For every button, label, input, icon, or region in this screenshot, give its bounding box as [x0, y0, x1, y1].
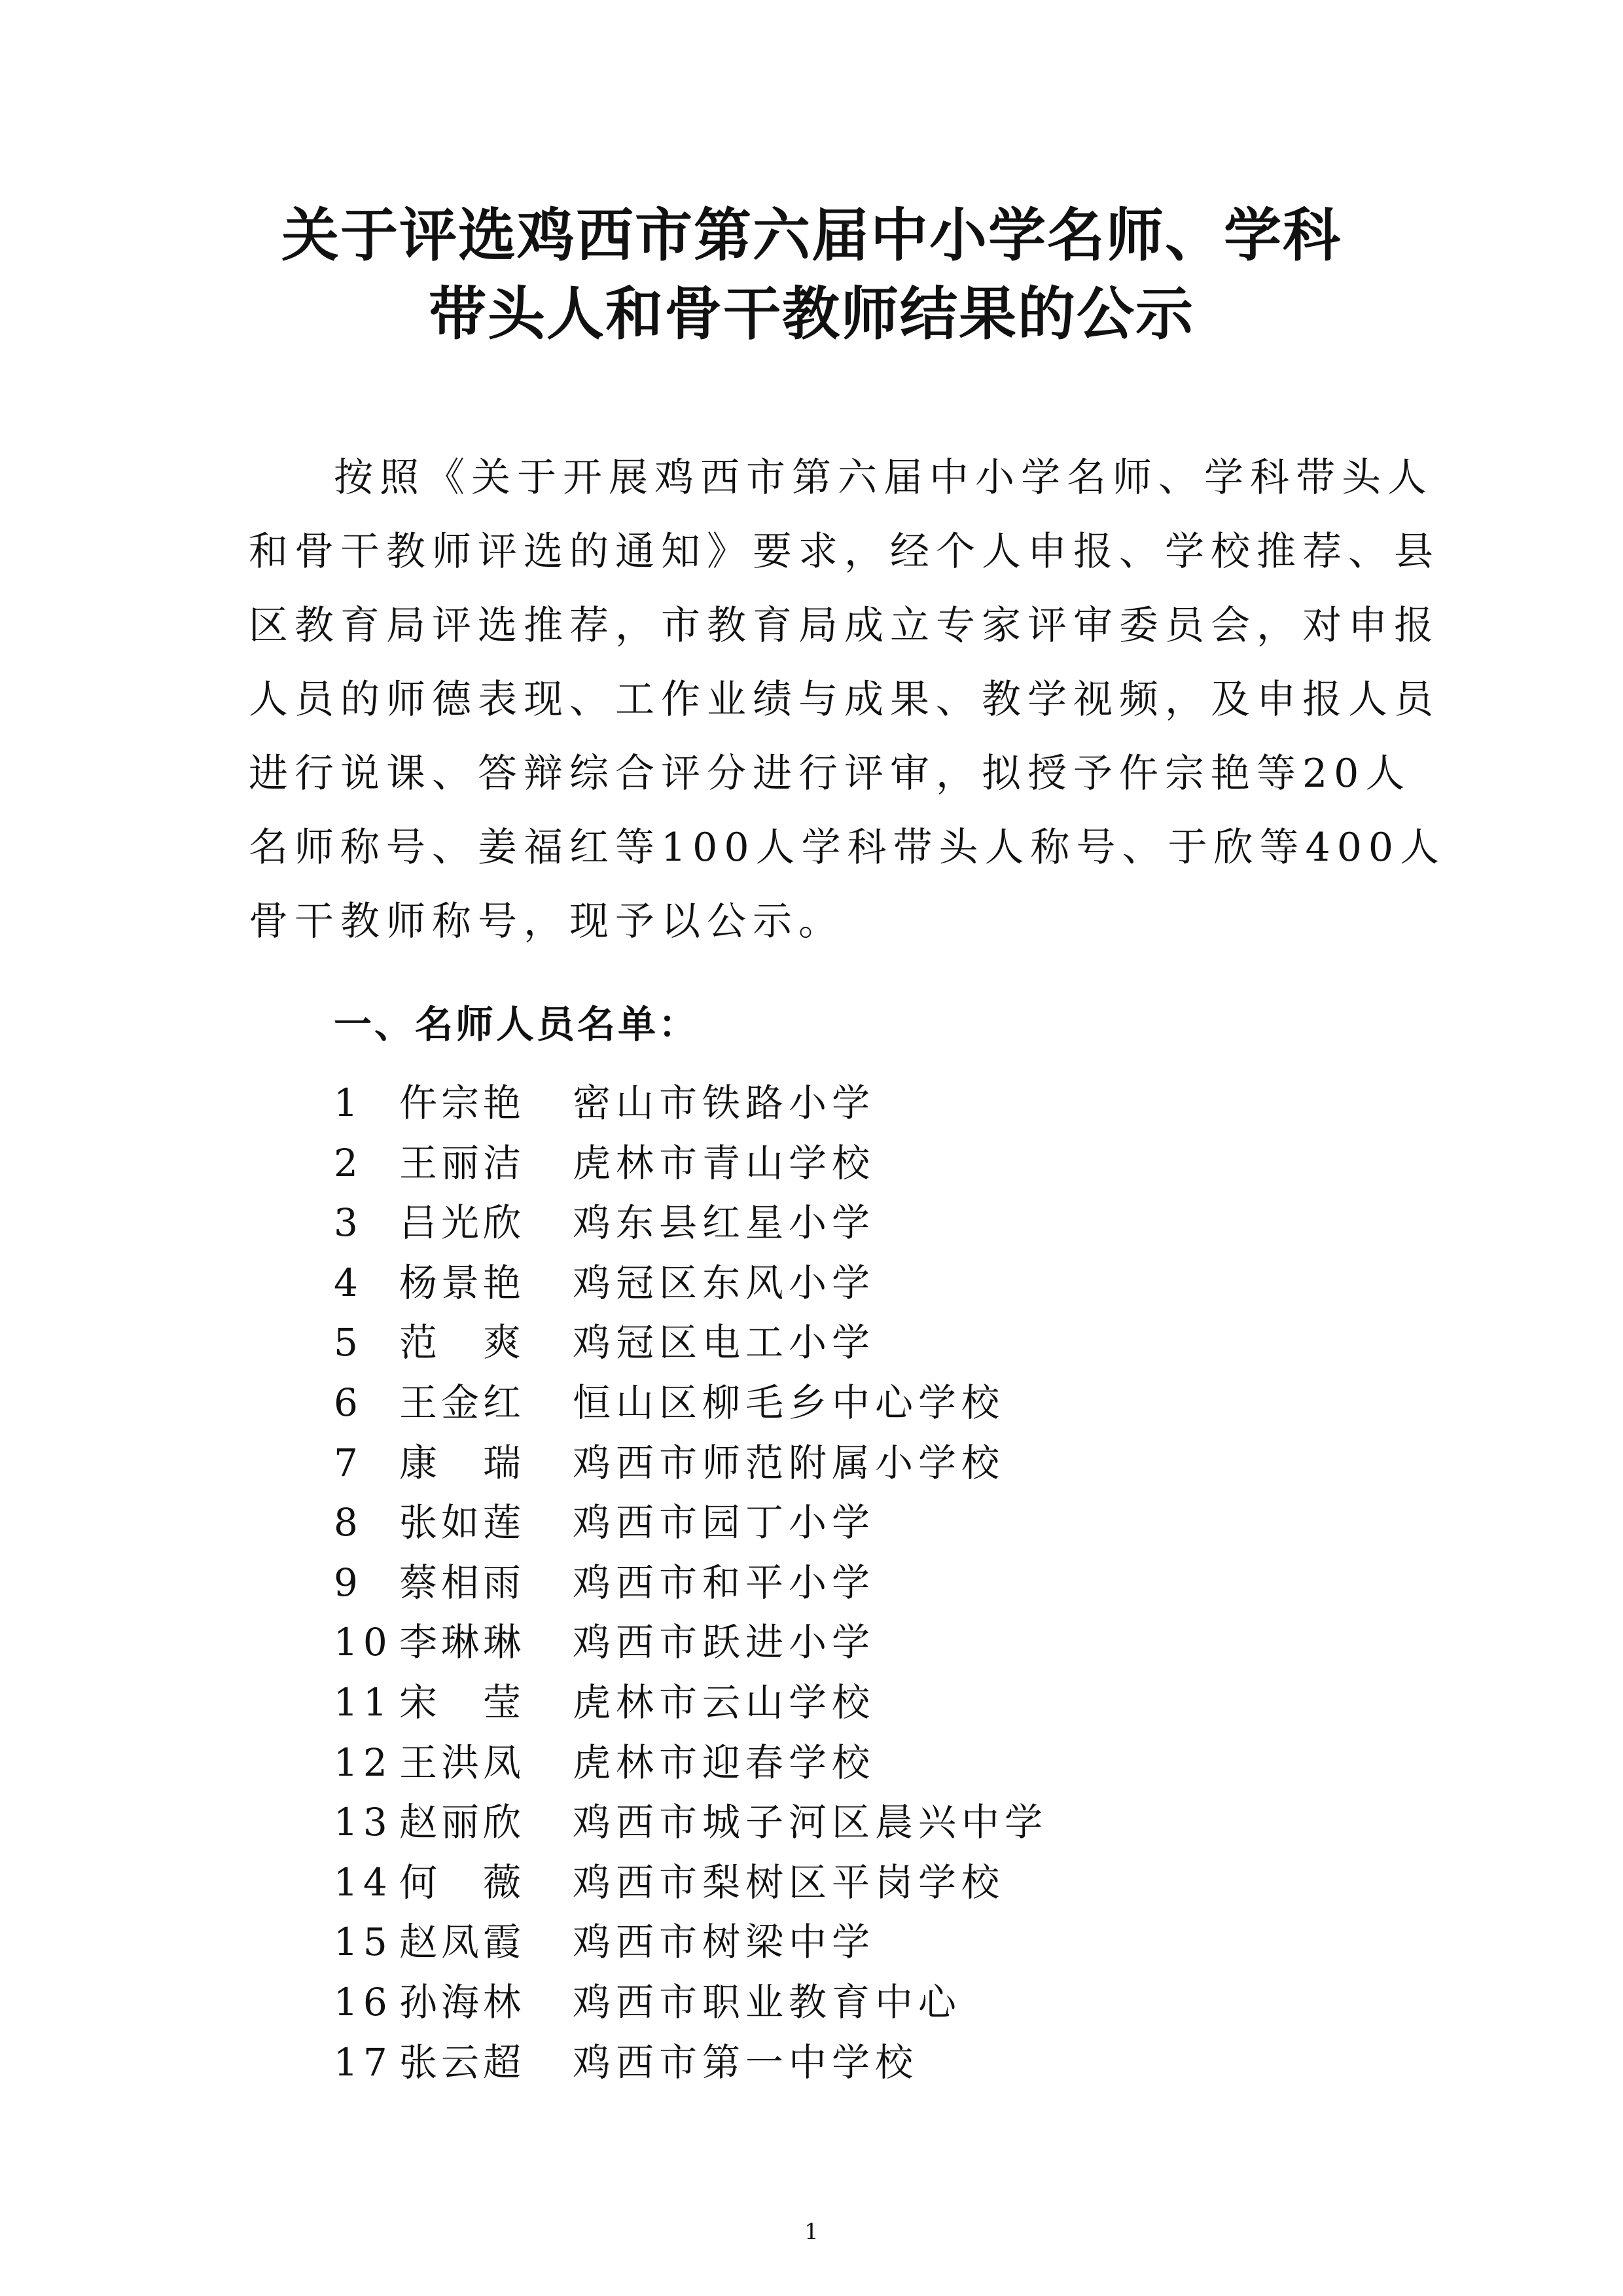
item-number: 4 [334, 1260, 363, 1305]
teacher-name: 杨景艳 [399, 1260, 526, 1305]
teacher-name: 宋 莹 [399, 1679, 526, 1725]
school-name: 鸡西市梨树区平岗学校 [573, 1859, 1005, 1905]
teacher-name: 王丽洁 [399, 1140, 526, 1185]
paragraph-line-4: 人员的师德表现、工作业绩与成果、教学视频，及申报人员 [249, 677, 1440, 723]
teacher-name: 张云超 [399, 2039, 526, 2085]
item-number: 17 [334, 2039, 393, 2085]
paragraph-line-7: 骨干教师称号，现予以公示。 [249, 899, 844, 944]
list-item [334, 1976, 1381, 2036]
school-name: 鸡东县红星小学 [573, 1200, 876, 1246]
paragraph-line-1: 按照《关于开展鸡西市第六届中小学名师、学科带头人 [334, 455, 1433, 501]
item-number: 5 [334, 1320, 363, 1365]
document-title-line-2: 带头人和骨干教师结果的公示 [428, 280, 1194, 348]
teacher-list [334, 1077, 1381, 2096]
item-number: 10 [334, 1620, 393, 1665]
list-item [334, 1736, 1381, 1797]
teacher-name: 王金红 [399, 1380, 526, 1425]
teacher-name: 何 薇 [399, 1859, 526, 1905]
school-name: 虎林市云山学校 [573, 1679, 876, 1725]
paragraph-line-3: 区教育局评选推荐，市教育局成立专家评审委员会，对申报 [249, 603, 1440, 649]
list-item [334, 1257, 1381, 1317]
paragraph-line-5: 进行说课、答辩综合评分进行评审，拟授予仵宗艳等20人 [249, 751, 1412, 797]
school-name: 鸡冠区东风小学 [573, 1260, 876, 1305]
item-number: 9 [334, 1560, 363, 1605]
school-name: 鸡西市职业教育中心 [573, 1979, 962, 2024]
school-name: 虎林市青山学校 [573, 1140, 876, 1185]
item-number: 12 [334, 1740, 393, 1785]
school-name: 鸡西市第一中学校 [573, 2039, 919, 2085]
list-item [334, 1196, 1381, 1257]
school-name: 鸡西市和平小学 [573, 1560, 876, 1605]
teacher-name: 吕光欣 [399, 1200, 526, 1246]
item-number: 13 [334, 1800, 393, 1845]
school-name: 鸡西市树梁中学 [573, 1920, 876, 1965]
school-name: 恒山区柳毛乡中心学校 [573, 1380, 1005, 1425]
teacher-name: 孙海林 [399, 1979, 526, 2024]
item-number: 6 [334, 1380, 363, 1425]
page-number: 1 [804, 2219, 819, 2245]
teacher-name: 王洪凤 [399, 1740, 526, 1785]
item-number: 2 [334, 1140, 363, 1185]
school-name: 鸡西市师范附属小学校 [573, 1440, 1005, 1485]
teacher-name: 仵宗艳 [399, 1081, 526, 1125]
list-item [334, 1137, 1381, 1197]
school-name: 密山市铁路小学 [573, 1081, 876, 1125]
school-name: 鸡冠区电工小学 [573, 1320, 876, 1365]
document-title-line-1: 关于评选鸡西市第六届中小学名师、学科 [281, 202, 1342, 269]
list-item [334, 1316, 1381, 1376]
teacher-name: 张如莲 [399, 1500, 526, 1545]
school-name: 鸡西市跃进小学 [573, 1620, 876, 1665]
item-number: 16 [334, 1979, 393, 2024]
list-item [334, 1496, 1381, 1556]
list-item [334, 1437, 1381, 1497]
teacher-name: 赵丽欣 [399, 1800, 526, 1845]
item-number: 14 [334, 1859, 393, 1905]
item-number: 7 [334, 1440, 363, 1485]
list-item [334, 1077, 1381, 1137]
paragraph-line-2: 和骨干教师评选的通知》要求，经个人申报、学校推荐、县 [249, 529, 1440, 575]
teacher-name: 康 瑞 [399, 1440, 526, 1485]
item-number: 11 [334, 1679, 393, 1725]
school-name: 虎林市迎春学校 [573, 1740, 876, 1785]
item-number: 3 [334, 1200, 363, 1246]
list-item [334, 1676, 1381, 1736]
list-item [334, 1616, 1381, 1676]
item-number: 8 [334, 1500, 363, 1545]
item-number: 15 [334, 1920, 393, 1965]
school-name: 鸡西市园丁小学 [573, 1500, 876, 1545]
list-item [334, 1376, 1381, 1437]
list-item [334, 1796, 1381, 1856]
list-item [334, 1916, 1381, 1976]
item-number: 1 [334, 1081, 363, 1125]
teacher-name: 范 爽 [399, 1320, 526, 1365]
section-heading: 一、名师人员名单： [334, 1002, 700, 1047]
list-item [334, 1556, 1381, 1617]
teacher-name: 蔡相雨 [399, 1560, 526, 1605]
paragraph-line-6: 名师称号、姜福红等100人学科带头人称号、于欣等400人 [249, 825, 1446, 870]
teacher-name: 赵凤霞 [399, 1920, 526, 1965]
list-item [334, 2036, 1381, 2096]
list-item [334, 1856, 1381, 1916]
school-name: 鸡西市城子河区晨兴中学 [573, 1800, 1048, 1845]
teacher-name: 李琳琳 [399, 1620, 526, 1665]
